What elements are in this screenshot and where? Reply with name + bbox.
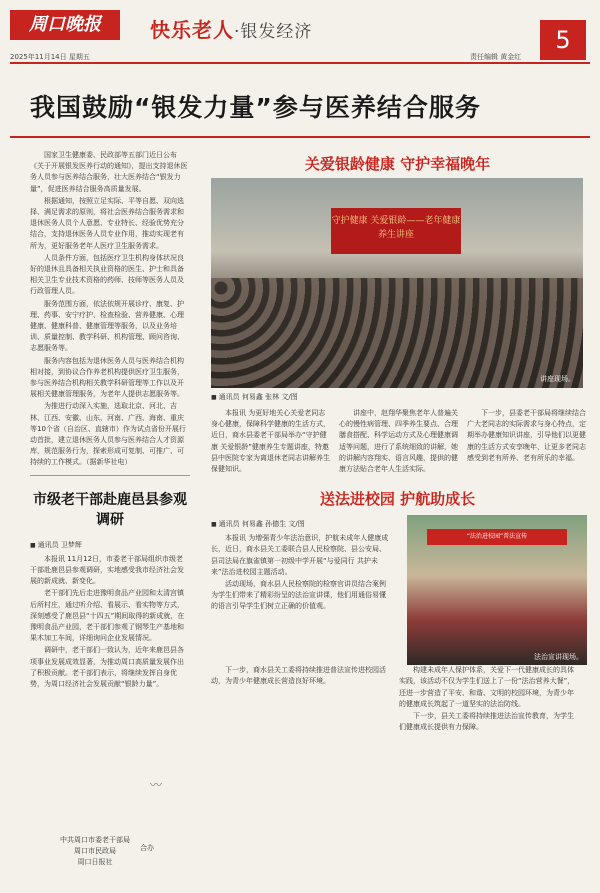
section2-paragraph: 构建未成年人保护体系，关爱下一代健康成长的具体实践，该活动不仅为学生们送上了一份“法治营养大餐”，还进一步营造了平安、和谐、文明的校园环境，为青少年的健康成长筑起了一道坚实的法治防线。	[399, 666, 575, 708]
masthead-divider	[10, 62, 590, 64]
main-article-paragraph: 为推进行动深入实施，选取北京、河北、吉林、江西、安徽、山东、河南、广西、海南、重庆等10个省（自治区、直辖市）作为试点省份开展行动首批，建立退休医务人员参与医养结合人才资源库，规范服务行为，探索形成可复制、可推广、可持续的工作模式。（据新华社电）	[30, 402, 186, 467]
section2-title: 送法进校园 护航助成长	[319, 490, 476, 509]
section2-paragraph: 下一步，商水县关工委将持续推进普法宣传进校园活动，为青少年健康成长营造良好环境。	[211, 666, 386, 686]
lecture-banner: 守护健康 关爱银龄——老年健康养生讲座	[331, 208, 461, 254]
section2-paragraph: 活动现场，商水县人民检察院的检察官讲员结合案例为学生们带来了精彩纷呈的法治宣讲课，他们用通俗易懂的语言引导学生们树立正确的价值观。	[211, 580, 386, 611]
section-divider	[30, 475, 190, 476]
left-column	[30, 150, 190, 691]
main-article-paragraph: 人员条件方面，包括医疗卫生机构身体状况良好的退休且具备相关执业资格的医生、护士和具备相关卫生专业技术资格的药师、技师等医务人员及行政管理人员。	[30, 253, 184, 296]
left-section-paragraph: 本报讯 11月12日，市委老干部局组织市级老干部赴鹿邑县参观调研，实地感受我市经济社会发展的新成就、新变化。	[30, 554, 184, 586]
photo-caption: 讲座现场。	[540, 375, 575, 383]
section1-paragraph: 本报讯 为更好地关心关爱老同志身心健康，保障科学健康的生活方式，近日，商水县委老干部局举办“守护健康 关爱银龄”健康养生专题讲座，特邀县中医院专家为离退休老同志讲解养生保健知识。	[211, 409, 330, 474]
section2-top	[205, 515, 590, 665]
section2-paragraph: 本报讯 为增强青少年法治意识，护航未成年人健康成长，近日，商水县关工委联合县人民检察院、县公安局、县司法局在旗雀镇第一初级中学开展“与爱同行 共护未来”法治进校园主题活动。	[211, 534, 389, 576]
headline-divider	[10, 136, 590, 138]
editor-credit: 责任编辑 黄金红	[470, 53, 522, 61]
newspaper-logo: 周口晚报	[10, 10, 120, 40]
credits-cohost: 合办	[140, 844, 154, 852]
main-article-paragraph: 根据通知，按照立足实际、平等自愿、双向选择、满足需求的原则，将社会医养结合服务需求和退休医务人员个人意愿、专业特长、经验优势充分结合，支持退休医务人员专业作用，推动实现老有所为，更好服务老年人医疗卫生服务需求。	[30, 196, 184, 250]
left-section-paragraph: 老干部们先后走进豫明食品产业园和太清宫镇后所村庄，通过听介绍、看展示、看实物等方式，深刻感受了鹿邑县“十四五”期间取得的新成就，在豫明食品产业园，老干部们参观了钢琴生产基地和果木加工车间，详细询问企业发展情况。	[30, 589, 185, 643]
credit-line: 中共周口市委老干部局	[60, 836, 130, 844]
column-subtitle: ·银发经济	[234, 22, 313, 42]
section1-columns	[205, 408, 590, 476]
section1-byline: ■ 通讯员 何易鑫 张林 文/图	[211, 392, 590, 402]
section1-title: 关爱银龄健康 守护幸福晚年	[304, 155, 491, 173]
bird-decoration-icon: 〰	[150, 778, 163, 792]
section2-paragraph: 下一步，县关工委将持续推进法治宣传教育，为学生们健康成长提供有力保障。	[399, 712, 574, 732]
main-article-paragraph: 服务范围方面，依法依规开展诊疗、康复、护理、药事、安宁疗护、检查检验、营养健康、心理健康、健康科普、健康管理等服务，以及业务培训、质量控制、教学科研、机构管理、顾问咨询、志愿服务等。	[30, 299, 184, 353]
left-section-title: 市级老干部赴鹿邑县参观调研	[33, 491, 187, 528]
lecture-photo	[211, 178, 583, 388]
issue-date: 2025年11月14日 星期五	[10, 53, 90, 61]
main-article-paragraph: 服务内容包括为退休医务人员与医养结合机构相对接，到协议合作养老机构提供医疗卫生服务，参与医养结合机构相关教学科研管理等工作以及开展相关健康管理服务，为老年人提供志愿服务等。	[30, 356, 184, 399]
publisher-credits	[60, 835, 130, 868]
masthead	[0, 0, 600, 70]
page-number: 5	[540, 20, 586, 60]
school-photo	[407, 515, 587, 665]
section2-byline: ■ 通讯员 何易鑫 孙德生 文/图	[211, 519, 391, 529]
credit-line: 周口市民政局	[74, 847, 116, 855]
left-section-paragraph: 调研中，老干部们一致认为，近年来鹿邑县各项事业发展成效显著，为推动周口高质量发展作出了积极贡献。老干部们表示，将继续发挥自身优势，为周口经济社会发展贡献“银龄力量”。	[30, 646, 184, 688]
section2-bottom	[205, 665, 590, 734]
photo-caption: 法治宣讲现场。	[534, 653, 583, 662]
column-name: 快乐老人	[150, 18, 234, 42]
credit-line: 周口日报社	[77, 858, 113, 866]
left-section-byline: ■ 通讯员 卫梦辉	[30, 540, 190, 550]
column-title	[150, 14, 312, 43]
section1-paragraph: 下一步，县委老干部局将继续结合广大老同志的实际需求与身心特点，定期举办健康知识讲座，引导他们以更健康的生活方式安享晚年，让更多老同志感受到老有所养、老有所乐的幸福。	[467, 409, 586, 462]
school-banner: “法治进校园”普法宣传	[427, 529, 567, 545]
main-article-paragraph: 国家卫生健康委、民政部等五部门近日公布《关于开展银发医养行动的通知》，提出支持退休医务人员参与医养结合服务，壮大医养结合“银发力量”，促进医养结合服务高质量发展。	[30, 151, 188, 193]
main-headline: 我国鼓励“银发力量”参与医养结合服务	[30, 93, 481, 122]
section1-paragraph: 讲座中，赵翔华聚焦老年人普遍关心的慢性病管理、四季养生要点、合理膳食搭配、科学运动方式及心理健康调适等问题，进行了系统细致的讲解，她的讲解内容翔实、语言风趣，提供的健康方法贴合老年人生活实际。	[339, 409, 458, 474]
right-area	[205, 150, 590, 734]
audience-graphic	[211, 278, 583, 388]
